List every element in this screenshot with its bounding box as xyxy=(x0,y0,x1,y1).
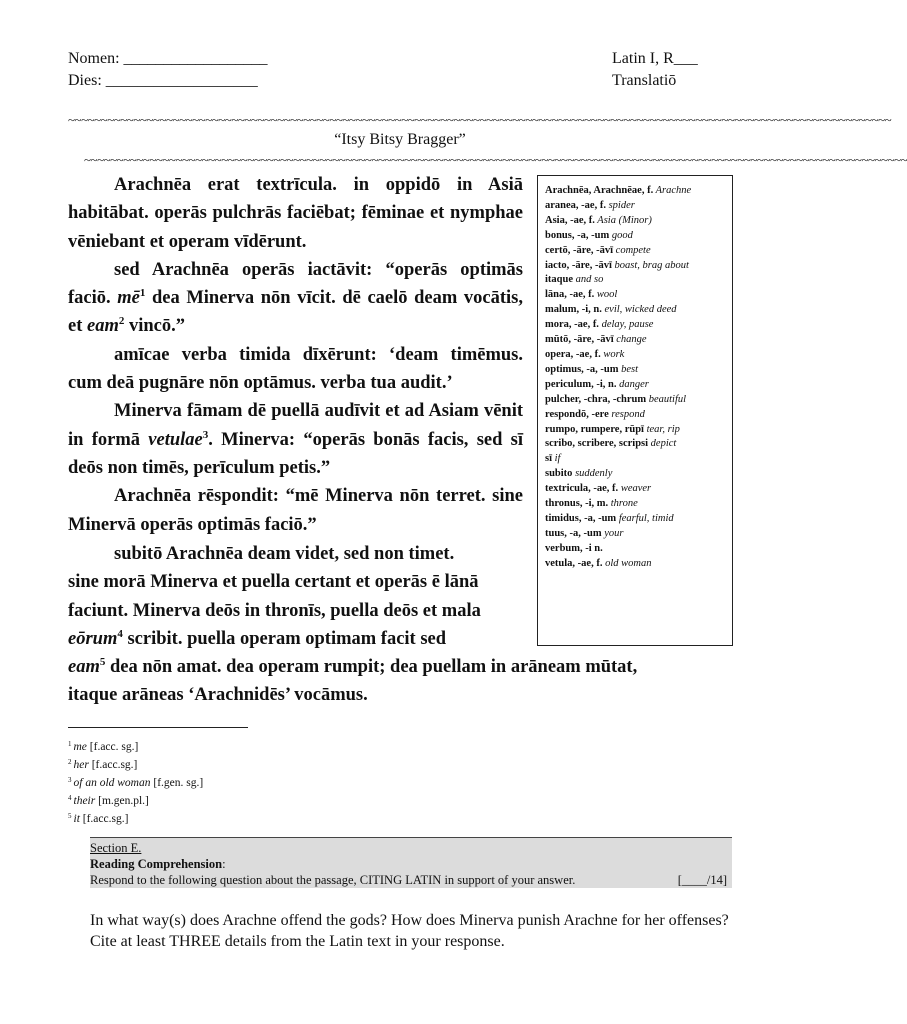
vocab-entry xyxy=(545,482,726,497)
page-title: “Itsy Bitsy Bragger” xyxy=(334,131,466,148)
footnote-ref-3: 3 xyxy=(202,428,209,441)
vocab-gloss: delay, pause xyxy=(598,319,654,331)
footnote-divider xyxy=(68,727,248,728)
footnote-item xyxy=(68,755,203,773)
vocab-word: rumpo, rumpere, rūpī xyxy=(545,423,644,435)
footnote-grammar: [m.gen.pl.] xyxy=(95,795,149,807)
vocab-entry xyxy=(545,259,726,274)
word-eam-2: eam xyxy=(68,657,100,678)
vocab-word: tuus, -a, -um xyxy=(545,527,602,539)
vocab-gloss: spider xyxy=(605,199,635,211)
footnote-ref-5: 5 xyxy=(99,656,106,669)
vocab-word: timidus, -a, -um xyxy=(545,512,617,524)
footnote-item xyxy=(68,791,203,809)
footnote-term: their xyxy=(73,795,96,807)
vocab-entry xyxy=(545,273,726,288)
vocab-gloss: beautiful xyxy=(646,393,687,405)
footnote-number: 5 xyxy=(68,812,72,820)
paragraph-6: subitō Arachnēa deam videt, sed non timet. sine morā Minerva et puella certant et operās ē lānā faciunt. Minerva deōs in thronīs, puella deōs et mala eōrum$^4$ scribit. puella operam optimam facit sed eam$^5$ dea nōn amat. dea operam rumpit; dea puellam in arāneam mūtat, itaque arāneas ‘Arachnidēs’ vocāmus. xyxy=(68,544,638,706)
section-instructions: Respond to the following question about the passage, CITING LATIN in support of your answer. xyxy=(90,873,576,887)
vocab-entry xyxy=(545,512,726,527)
vocab-word: iacto, -āre, -āvī xyxy=(545,259,612,271)
vocab-entry xyxy=(545,423,726,438)
score-field[interactable]: [____/14] xyxy=(677,873,727,887)
vocab-gloss: evil, wicked deed xyxy=(601,304,677,316)
vocab-entry xyxy=(545,363,726,378)
comprehension-question: In what way(s) does Arachne offend the gods? How does Minerva punish Arachne for her offenses? Cite at least THREE details from the Latin text in your response. xyxy=(90,912,729,950)
vocab-entry xyxy=(545,184,726,199)
vocab-entry xyxy=(545,393,726,408)
vocab-word: opera, -ae, f. xyxy=(545,348,601,360)
vocab-gloss: suddenly xyxy=(572,468,613,480)
footnote-item xyxy=(68,737,203,755)
date-line[interactable]: Dies: ___________________ xyxy=(68,72,258,89)
section-heading: Reading Comprehension: xyxy=(90,857,226,871)
footnote-term: of an old woman xyxy=(73,777,151,789)
paragraph-4: Minerva fāmam dē puellā audīvit et ad Asiam vēnit in formā vetulae$^3$. Minerva: “operās bonās facis, sed sī deōs non timēs, perīculum petis.” xyxy=(68,401,523,478)
vocab-entry xyxy=(545,333,726,348)
vocab-gloss: tear, rip xyxy=(643,423,680,435)
vocab-entry xyxy=(545,542,726,557)
vocab-entry xyxy=(545,408,726,423)
footnote-number: 2 xyxy=(68,758,72,766)
word-eam: eam xyxy=(87,316,119,337)
vocab-gloss: your xyxy=(601,527,624,539)
vocab-word: verbum, -i n. xyxy=(545,542,603,554)
vocab-word: lāna, -ae, f. xyxy=(545,289,595,301)
footnote-grammar: [f.gen. sg.] xyxy=(150,777,204,789)
footnotes xyxy=(68,737,203,827)
vocab-entry xyxy=(545,527,726,542)
word-vetulae: vetulae xyxy=(148,429,203,450)
vocab-word: sī xyxy=(545,453,553,465)
vocab-word: mūtō, -āre, -āvī xyxy=(545,334,614,346)
vocab-word: Arachnēa, Arachnēae, f. xyxy=(545,185,654,196)
vocab-word: subito xyxy=(545,468,573,480)
footnote-grammar: [f.acc. sg.] xyxy=(86,741,139,753)
vocab-gloss: boast, brag about xyxy=(611,259,689,271)
vocab-word: itaque xyxy=(545,274,574,286)
vocab-word: scribo, scribere, scripsi xyxy=(545,438,649,450)
paragraph-1: Arachnēa erat textrīcula. in oppidō in Asiā habitābat. operās pulchrās faciēbat; fēminae et nymphae vēniebant et operam vīdērunt. xyxy=(68,175,523,252)
paragraph-5: Arachnēa rēspondit: “mē Minerva nōn terret. sine Minervā operās optimās faciō.” xyxy=(68,486,523,535)
footnote-grammar: [f.acc.sg.] xyxy=(79,813,129,825)
tilde-divider-top: ~~~~~~~~~~~~~~~~~~~~~~~~~~~~~~~~~~~~~~~~~~~~~~~~~~~~~~~~~~~~~~~~~~~~~~~~~~~~~~~~~~~~~~~~~~~~~~~~~~~~~~~~~~~~~~~~~~~~~~~~~~~~~~ xyxy=(68,112,892,127)
vocab-word: mora, -ae, f. xyxy=(545,319,599,331)
word-eorum: eōrum xyxy=(68,628,118,649)
vocab-gloss: danger xyxy=(616,378,649,390)
footnote-grammar: [f.acc.sg.] xyxy=(88,759,138,771)
vocab-entry xyxy=(545,318,726,333)
footnote-term: me xyxy=(73,741,87,753)
vocab-gloss: if xyxy=(552,453,561,465)
vocab-gloss: respond xyxy=(608,408,645,420)
footnote-number: 1 xyxy=(68,740,72,748)
vocab-word: respondō, -ere xyxy=(545,408,609,420)
footnote-ref-2: 2 xyxy=(118,315,125,328)
vocab-entry xyxy=(545,378,726,393)
assignment-label: Translatiō xyxy=(612,72,677,89)
vocab-gloss: work xyxy=(600,348,625,360)
vocab-entry xyxy=(545,214,726,229)
vocabulary-box xyxy=(537,175,733,646)
latin-passage xyxy=(68,171,523,539)
footnote-ref-1: 1 xyxy=(139,287,146,300)
vocab-entry xyxy=(545,244,726,259)
vocab-word: periculum, -i, n. xyxy=(545,378,617,390)
vocab-word: optimus, -a, -um xyxy=(545,363,619,375)
vocab-gloss: good xyxy=(609,229,633,241)
vocab-gloss: old woman xyxy=(602,557,652,569)
vocab-entry xyxy=(545,467,726,482)
vocab-entry xyxy=(545,452,726,467)
vocab-word: bonus, -a, -um xyxy=(545,229,610,241)
vocab-gloss: fearful, timid xyxy=(616,512,674,524)
section-e-panel xyxy=(90,837,732,888)
vocab-gloss: Asia (Minor) xyxy=(594,214,652,226)
vocab-gloss: wool xyxy=(594,289,618,301)
vocab-gloss: compete xyxy=(613,244,651,256)
vocab-gloss: Arachne xyxy=(653,185,692,196)
footnote-number: 3 xyxy=(68,776,72,784)
vocab-gloss: depict xyxy=(648,438,677,450)
vocab-entry xyxy=(545,557,726,572)
vocab-gloss: best xyxy=(618,363,639,375)
vocab-entry xyxy=(545,497,726,512)
word-me: mē xyxy=(117,288,140,309)
course-label: Latin I, R___ xyxy=(612,50,698,67)
vocab-entry xyxy=(545,229,726,244)
vocab-gloss: weaver xyxy=(618,483,652,495)
vocab-word: malum, -i, n. xyxy=(545,304,602,316)
vocab-word: thronus, -i, m. xyxy=(545,498,609,510)
footnote-term: it xyxy=(73,813,80,825)
paragraph-2: sed Arachnēa operās iactāvit: “operās optimās faciō. $mē^1$ dea Minerva nōn vīcit. dē caelō deam vocātis, et eam$^2$ vincō.” xyxy=(68,259,523,337)
name-line[interactable]: Nomen: __________________ xyxy=(68,50,268,67)
vocab-word: Asia, -ae, f. xyxy=(545,214,595,226)
vocab-gloss: throne xyxy=(608,498,638,510)
vocab-entry xyxy=(545,288,726,303)
vocab-gloss: and so xyxy=(573,274,604,286)
footnote-ref-4: 4 xyxy=(117,627,123,640)
section-label: Section E. xyxy=(90,841,142,855)
footnote-item xyxy=(68,773,203,791)
vocab-gloss: change xyxy=(613,334,647,346)
vocab-word: vetula, -ae, f. xyxy=(545,557,603,569)
footnote-term: her xyxy=(73,759,89,771)
paragraph-3: amīcae verba timida dīxērunt: ‘deam timēmus. cum deā pugnāre nōn optāmus. verba tua audit.’ xyxy=(68,344,523,394)
vocab-word: aranea, -ae, f. xyxy=(545,199,606,211)
vocab-entry xyxy=(545,348,726,363)
tilde-divider-bottom: ~~~~~~~~~~~~~~~~~~~~~~~~~~~~~~~~~~~~~~~~~~~~~~~~~~~~~~~~~~~~~~~~~~~~~~~~~~~~~~~~~~~~~~~~~~~~~~~~~~~~~~~~~~~~~~~~~~~~~~~~~~~~~~ xyxy=(84,152,907,167)
section-instructions-row xyxy=(90,872,732,888)
vocab-entry xyxy=(545,303,726,318)
vocab-word: pulcher, -chra, -chrum xyxy=(545,393,647,405)
footnote-number: 4 xyxy=(68,794,72,802)
footnote-item xyxy=(68,809,203,827)
vocab-entry xyxy=(545,437,726,452)
vocab-word: certō, -āre, -āvī xyxy=(545,244,614,256)
vocabulary-list xyxy=(545,184,726,572)
vocab-entry xyxy=(545,199,726,214)
vocab-word: textricula, -ae, f. xyxy=(545,483,619,495)
